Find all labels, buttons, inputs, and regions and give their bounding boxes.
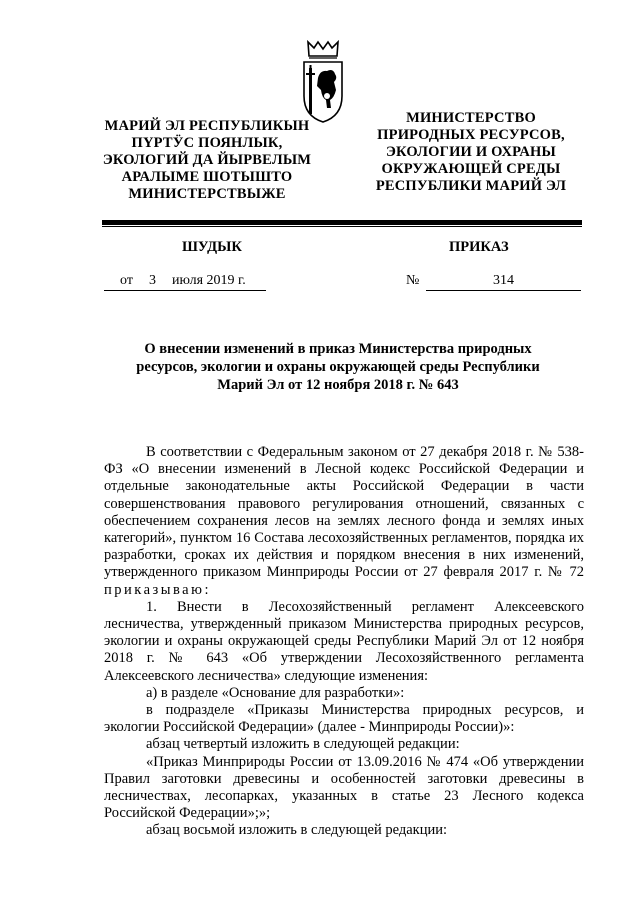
body-paragraph-subitem-a: а) в разделе «Основание для разработки»: xyxy=(146,684,405,701)
body-paragraph-abzac-4: абзац четвертый изложить в следующей редакции: xyxy=(146,736,460,753)
header-line: ЭКОЛОГИЙ ДА ЙЫРВЕЛЫМ xyxy=(102,152,312,168)
order-number: 314 xyxy=(493,273,514,288)
body-paragraph-abzac-8: абзац восьмой изложить в следующей редакции: xyxy=(146,822,448,839)
order-keyword: приказываю xyxy=(104,581,205,598)
number-sign: № xyxy=(406,273,420,288)
order-body xyxy=(104,444,584,840)
date-underline xyxy=(104,290,266,291)
date-prefix: от xyxy=(120,273,133,288)
title-line: Марий Эл от 12 ноября 2018 г. № 643 xyxy=(217,377,459,393)
title-line: ресурсов, экологии и охраны окружающей среды Республики xyxy=(136,359,540,375)
doc-type-mari: ШУДЫК xyxy=(182,239,242,255)
header-line: МАРИЙ ЭЛ РЕСПУБЛИКЫН xyxy=(104,118,310,134)
body-paragraph-item-1: 1. Внести в Лесохозяйственный регламент Алексеевского лесничества, утвержденный приказом Министерства природных ресурсов, экологии и охраны окружающей среды Республики Марий Эл от 12 ноября 2018 г. № 643 «Об утверждении Лесохозяйственного регламента Алексеевского лесничества» следующие изменения: xyxy=(104,598,584,684)
header-line: РЕСПУБЛИКИ МАРИЙ ЭЛ xyxy=(375,178,567,194)
body-paragraph-preamble: В соответствии с Федеральным законом от 27 декабря 2018 г. № 538-ФЗ «О внесении изменений в Лесной кодекс Российской Федерации и отдельные законодательные акты Российской Федерации в части совершенствования правового регулирования отношений, связанных с обеспечением сохранения лесов на землях лесного фонда и землях иных категорий», пунктом 16 Состава лесохозяйственных регламентов, порядка их разработки, сроках их действия и порядком внесения в них изменений, утвержденного приказом Минприроды России от 27 февраля 2017 г. № 72 приказываю: xyxy=(104,444,584,598)
header-line: ПҮРТӰС ПОЯНЛЫК, xyxy=(131,135,283,151)
doc-type-russian: ПРИКАЗ xyxy=(449,239,509,255)
header-line: МИНИСТЕРСТВЫЖЕ xyxy=(128,186,286,202)
date-day: 3 xyxy=(149,273,156,288)
header-line: МИНИСТЕРСТВО xyxy=(406,110,536,126)
header-thick-rule xyxy=(102,220,582,225)
title-line: О внесении изменений в приказ Министерства природных xyxy=(144,341,532,357)
right-ministry-header xyxy=(352,110,590,195)
header-line: ЭКОЛОГИИ И ОХРАНЫ xyxy=(386,144,556,160)
body-paragraph-quote: «Приказ Минприроды России от 13.09.2016 № 474 «Об утверждении Правил заготовки древесины и особенностей заготовки древесины в лесничествах, лесопарках, указанных в статье 23 Лесного кодекса Российской Федерации»;»; xyxy=(104,753,584,822)
body-paragraph-subsection: в подразделе «Приказы Министерства природных ресурсов, и экологии Российской Федерации» (далее - Минприроды России)»: xyxy=(104,702,584,736)
date-month-year: июля 2019 г. xyxy=(172,273,246,288)
header-line: ПРИРОДНЫХ РЕСУРСОВ, xyxy=(377,127,565,143)
number-underline xyxy=(426,290,581,291)
coat-of-arms-emblem xyxy=(300,38,346,124)
header-thin-rule xyxy=(102,226,582,227)
header-line: ОКРУЖАЮЩЕЙ СРЕДЫ xyxy=(381,161,561,177)
left-ministry-header xyxy=(92,118,322,203)
header-line: АРАЛЫМЕ ШОТЫШТО xyxy=(121,169,293,185)
order-title xyxy=(110,340,566,394)
